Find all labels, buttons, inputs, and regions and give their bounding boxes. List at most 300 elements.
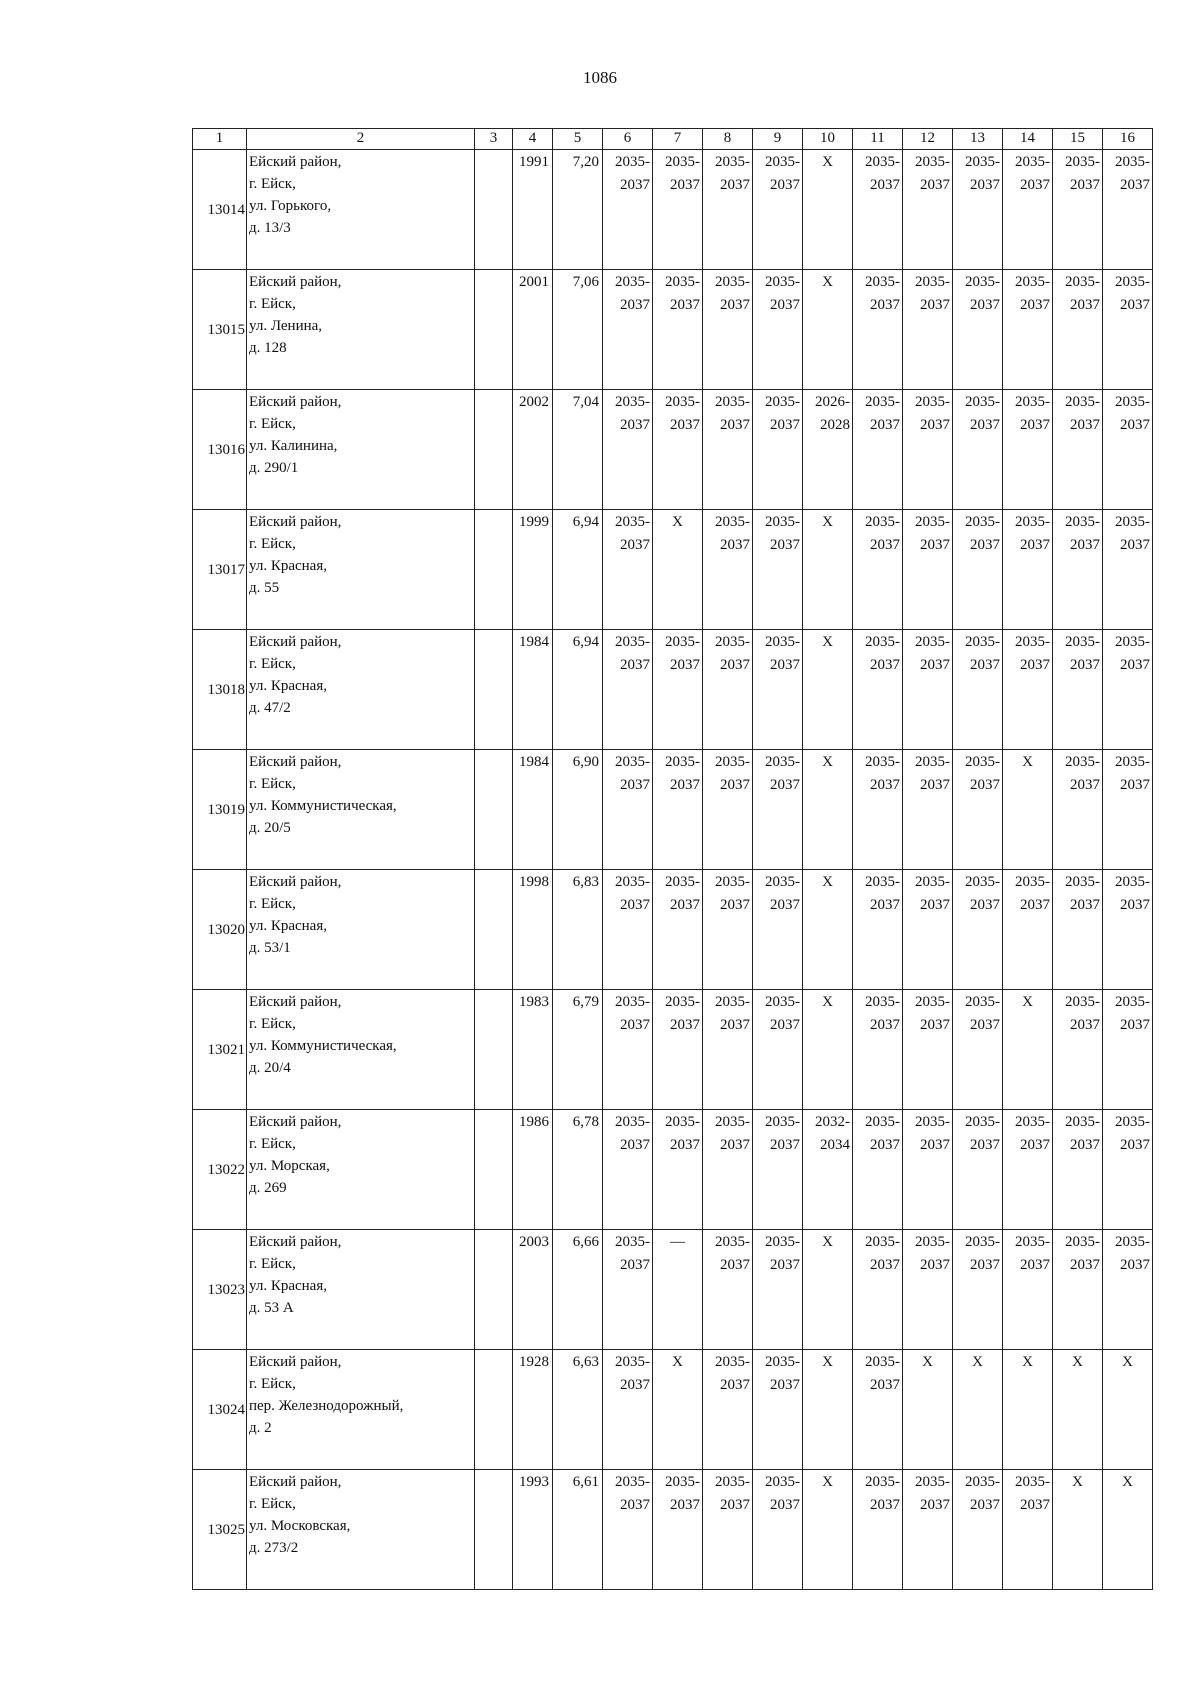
mark-cell: X	[803, 630, 853, 750]
mark-cell: X	[1103, 1350, 1153, 1470]
period-line: 2037	[870, 777, 900, 793]
period-line: 2035-	[615, 1474, 650, 1490]
period-line: 2035-	[665, 1114, 700, 1130]
column-header-10: 10	[803, 129, 853, 150]
period-line: 2035-	[915, 754, 950, 770]
mark-cell: X	[1103, 1470, 1153, 1590]
period-line: 2035-	[1115, 1114, 1150, 1130]
period-line: 2037	[920, 1017, 950, 1033]
column-header-4: 4	[513, 129, 553, 150]
period-line: 2035-	[1115, 994, 1150, 1010]
mark-cell: X	[803, 1230, 853, 1350]
column-header-3: 3	[475, 129, 513, 150]
period-line: 2037	[770, 297, 800, 313]
column-3-cell	[475, 150, 513, 270]
column-header-15: 15	[1053, 129, 1103, 150]
period-line: 2035-	[965, 994, 1000, 1010]
period-cell	[853, 1470, 903, 1590]
period-line: 2037	[620, 777, 650, 793]
period-line: 2037	[620, 1137, 650, 1153]
address-line: Ейский район,	[249, 1474, 342, 1490]
mark-cell: X	[803, 990, 853, 1110]
period-line: 2037	[1070, 1257, 1100, 1273]
period-cell	[753, 150, 803, 270]
period-line: 2037	[720, 1377, 750, 1393]
period-line: 2035-	[915, 394, 950, 410]
period-line: 2035-	[615, 994, 650, 1010]
period-line: 2035-	[865, 634, 900, 650]
period-line: 2035-	[615, 154, 650, 170]
column-3-cell	[475, 270, 513, 390]
mark-cell: X	[803, 510, 853, 630]
address-cell	[247, 270, 475, 390]
period-cell	[1053, 390, 1103, 510]
period-line: 2035-	[915, 274, 950, 290]
period-line: 2035-	[615, 514, 650, 530]
period-line: 2035-	[865, 994, 900, 1010]
period-line: 2035-	[865, 1474, 900, 1490]
value-cell: 6,66	[553, 1230, 603, 1350]
period-cell	[603, 750, 653, 870]
period-cell	[1003, 870, 1053, 990]
period-cell	[603, 270, 653, 390]
period-cell	[1053, 990, 1103, 1110]
row-number: 13023	[193, 1230, 247, 1350]
period-line: 2037	[720, 417, 750, 433]
period-cell	[903, 990, 953, 1110]
table-row	[193, 1110, 1153, 1230]
row-number: 13018	[193, 630, 247, 750]
period-cell	[953, 390, 1003, 510]
address-line: Ейский район,	[249, 1234, 342, 1250]
table-row	[193, 1470, 1153, 1590]
period-line: 2037	[870, 657, 900, 673]
period-line: 2037	[1020, 1497, 1050, 1513]
period-line: 2037	[920, 1137, 950, 1153]
period-line: 2037	[970, 537, 1000, 553]
mark-cell: X	[1003, 750, 1053, 870]
period-line: 2037	[1120, 657, 1150, 673]
period-line: 2035-	[765, 154, 800, 170]
period-line: 2037	[670, 657, 700, 673]
period-cell	[953, 990, 1003, 1110]
value-cell: 7,20	[553, 150, 603, 270]
period-line: 2037	[1120, 1017, 1150, 1033]
column-header-6: 6	[603, 129, 653, 150]
period-line: 2035-	[1065, 1234, 1100, 1250]
period-line: 2035-	[765, 874, 800, 890]
value-cell: 6,83	[553, 870, 603, 990]
period-line: 2035-	[1115, 154, 1150, 170]
address-line: Ейский район,	[249, 634, 342, 650]
period-line: 2035-	[915, 1474, 950, 1490]
period-line: 2037	[1120, 1257, 1150, 1273]
period-line: 2035-	[715, 394, 750, 410]
value-cell: 6,94	[553, 630, 603, 750]
period-cell	[753, 750, 803, 870]
period-cell	[603, 1470, 653, 1590]
period-line: 2037	[1070, 1017, 1100, 1033]
period-line: 2037	[620, 1497, 650, 1513]
period-line: 2037	[970, 1257, 1000, 1273]
period-cell	[753, 1230, 803, 1350]
period-line: 2035-	[915, 1234, 950, 1250]
period-line: 2037	[1120, 1137, 1150, 1153]
year-cell: 1993	[513, 1470, 553, 1590]
row-number: 13016	[193, 390, 247, 510]
period-line: 2035-	[915, 874, 950, 890]
period-cell	[853, 630, 903, 750]
period-cell	[953, 1470, 1003, 1590]
period-line: 2035-	[765, 1474, 800, 1490]
mark-cell: —	[653, 1230, 703, 1350]
period-cell	[1103, 750, 1153, 870]
period-line: 2035-	[1065, 274, 1100, 290]
address-line: Ейский район,	[249, 1354, 342, 1370]
address-line: г. Ейск,	[249, 536, 296, 552]
period-cell	[753, 510, 803, 630]
period-line: 2035-	[1015, 1474, 1050, 1490]
period-line: 2037	[720, 177, 750, 193]
period-line: 2035-	[915, 514, 950, 530]
address-cell	[247, 1110, 475, 1230]
period-line: 2035-	[1065, 394, 1100, 410]
period-line: 2028	[820, 417, 850, 433]
period-cell	[703, 510, 753, 630]
mark-cell: X	[653, 1350, 703, 1470]
address-line: ул. Красная,	[249, 918, 327, 934]
address-cell	[247, 150, 475, 270]
period-line: 2037	[920, 177, 950, 193]
register-table	[192, 128, 1153, 1590]
period-line: 2035-	[1015, 154, 1050, 170]
period-line: 2035-	[1115, 874, 1150, 890]
table-row	[193, 270, 1153, 390]
row-number: 13025	[193, 1470, 247, 1590]
period-line: 2037	[970, 417, 1000, 433]
period-cell	[653, 750, 703, 870]
period-line: 2035-	[715, 994, 750, 1010]
period-cell	[1003, 1110, 1053, 1230]
period-cell	[853, 270, 903, 390]
period-line: 2037	[720, 1137, 750, 1153]
period-line: 2037	[620, 1017, 650, 1033]
value-cell: 6,94	[553, 510, 603, 630]
period-line: 2035-	[1115, 754, 1150, 770]
period-line: 2037	[870, 297, 900, 313]
period-cell	[703, 750, 753, 870]
period-line: 2035-	[615, 754, 650, 770]
period-line: 2035-	[665, 874, 700, 890]
period-line: 2035-	[1015, 514, 1050, 530]
period-cell	[903, 1230, 953, 1350]
period-line: 2035-	[765, 394, 800, 410]
period-line: 2037	[770, 1017, 800, 1033]
page-number: 1086	[583, 68, 617, 87]
period-line: 2035-	[965, 394, 1000, 410]
period-line: 2035-	[665, 754, 700, 770]
period-line: 2037	[920, 1497, 950, 1513]
period-line: 2035-	[915, 634, 950, 650]
period-line: 2037	[670, 417, 700, 433]
period-line: 2035-	[1015, 874, 1050, 890]
period-cell	[1103, 990, 1153, 1110]
period-cell	[603, 390, 653, 510]
period-line: 2037	[970, 1137, 1000, 1153]
year-cell: 1999	[513, 510, 553, 630]
period-line: 2035-	[615, 274, 650, 290]
period-cell	[903, 390, 953, 510]
year-cell: 1928	[513, 1350, 553, 1470]
period-line: 2035-	[665, 154, 700, 170]
period-line: 2037	[1070, 777, 1100, 793]
mark-cell: X	[803, 1470, 853, 1590]
year-cell: 2002	[513, 390, 553, 510]
period-cell	[1103, 270, 1153, 390]
period-line: 2035-	[1015, 274, 1050, 290]
address-line: г. Ейск,	[249, 656, 296, 672]
table-row	[193, 750, 1153, 870]
table-row	[193, 510, 1153, 630]
period-cell	[953, 630, 1003, 750]
row-number: 13019	[193, 750, 247, 870]
period-cell	[703, 1350, 753, 1470]
address-cell	[247, 630, 475, 750]
mark-cell: X	[1053, 1350, 1103, 1470]
period-line: 2035-	[615, 1114, 650, 1130]
period-line: 2035-	[965, 1474, 1000, 1490]
period-line: 2037	[720, 657, 750, 673]
period-cell	[903, 1110, 953, 1230]
period-cell	[803, 1110, 853, 1230]
address-line: Ейский район,	[249, 1114, 342, 1130]
period-line: 2037	[1120, 537, 1150, 553]
row-number: 13014	[193, 150, 247, 270]
period-line: 2037	[620, 657, 650, 673]
column-3-cell	[475, 390, 513, 510]
row-number: 13017	[193, 510, 247, 630]
column-3-cell	[475, 870, 513, 990]
period-line: 2037	[970, 177, 1000, 193]
period-cell	[603, 510, 653, 630]
period-line: 2037	[770, 1257, 800, 1273]
period-line: 2037	[1120, 897, 1150, 913]
table-row	[193, 630, 1153, 750]
row-number: 13024	[193, 1350, 247, 1470]
period-line: 2037	[770, 657, 800, 673]
address-line: ул. Красная,	[249, 1278, 327, 1294]
period-cell	[1103, 390, 1153, 510]
period-cell	[603, 870, 653, 990]
period-line: 2037	[1120, 417, 1150, 433]
period-line: 2037	[770, 1377, 800, 1393]
period-cell	[703, 990, 753, 1110]
period-line: 2035-	[1065, 1114, 1100, 1130]
period-line: 2037	[770, 897, 800, 913]
period-line: 2037	[1070, 417, 1100, 433]
period-line: 2037	[920, 297, 950, 313]
period-line: 2037	[770, 777, 800, 793]
address-line: г. Ейск,	[249, 776, 296, 792]
period-line: 2035-	[765, 514, 800, 530]
period-cell	[953, 1230, 1003, 1350]
column-header-8: 8	[703, 129, 753, 150]
period-cell	[1103, 1230, 1153, 1350]
period-line: 2037	[1070, 1137, 1100, 1153]
mark-cell: X	[1003, 990, 1053, 1110]
year-cell: 2003	[513, 1230, 553, 1350]
period-line: 2037	[770, 417, 800, 433]
period-line: 2037	[620, 177, 650, 193]
period-cell	[603, 150, 653, 270]
period-line: 2035-	[965, 754, 1000, 770]
table-row	[193, 1350, 1153, 1470]
column-header-9: 9	[753, 129, 803, 150]
period-line: 2035-	[1065, 874, 1100, 890]
address-cell	[247, 990, 475, 1110]
period-line: 2035-	[1065, 754, 1100, 770]
period-line: 2035-	[715, 634, 750, 650]
table-row	[193, 150, 1153, 270]
period-cell	[1053, 870, 1103, 990]
period-line: 2035-	[765, 1234, 800, 1250]
period-line: 2037	[920, 657, 950, 673]
period-line: 2037	[720, 537, 750, 553]
period-cell	[853, 1110, 903, 1230]
period-cell	[903, 510, 953, 630]
period-cell	[953, 1110, 1003, 1230]
address-line: ул. Калинина,	[249, 438, 338, 454]
period-line: 2035-	[915, 154, 950, 170]
address-line: Ейский район,	[249, 874, 342, 890]
period-line: 2035-	[715, 1114, 750, 1130]
column-header-1: 1	[193, 129, 247, 150]
value-cell: 7,06	[553, 270, 603, 390]
period-line: 2035-	[865, 394, 900, 410]
column-3-cell	[475, 750, 513, 870]
address-line: ул. Коммунистическая,	[249, 1038, 397, 1054]
column-header-12: 12	[903, 129, 953, 150]
period-line: 2035-	[715, 154, 750, 170]
period-line: 2035-	[1065, 154, 1100, 170]
period-line: 2035-	[1115, 274, 1150, 290]
period-line: 2037	[770, 1137, 800, 1153]
period-line: 2037	[1020, 297, 1050, 313]
period-cell	[653, 150, 703, 270]
address-cell	[247, 1470, 475, 1590]
period-line: 2037	[870, 537, 900, 553]
address-line: г. Ейск,	[249, 1136, 296, 1152]
period-line: 2035-	[865, 154, 900, 170]
column-3-cell	[475, 510, 513, 630]
address-line: ул. Коммунистическая,	[249, 798, 397, 814]
period-line: 2037	[1020, 537, 1050, 553]
value-cell: 6,90	[553, 750, 603, 870]
period-cell	[653, 1470, 703, 1590]
period-cell	[953, 270, 1003, 390]
column-header-14: 14	[1003, 129, 1053, 150]
period-line: 2035-	[865, 1114, 900, 1130]
period-line: 2035-	[965, 154, 1000, 170]
period-line: 2037	[970, 777, 1000, 793]
period-cell	[853, 1230, 903, 1350]
period-cell	[603, 990, 653, 1110]
mark-cell: X	[903, 1350, 953, 1470]
period-line: 2037	[720, 897, 750, 913]
period-cell	[753, 630, 803, 750]
column-3-cell	[475, 1350, 513, 1470]
period-cell	[653, 870, 703, 990]
year-cell: 1983	[513, 990, 553, 1110]
row-number: 13021	[193, 990, 247, 1110]
address-line: д. 53/1	[249, 940, 291, 956]
mark-cell: X	[1053, 1470, 1103, 1590]
period-cell	[1103, 1110, 1153, 1230]
period-cell	[853, 390, 903, 510]
period-cell	[653, 270, 703, 390]
address-line: ул. Морская,	[249, 1158, 330, 1174]
year-cell: 1998	[513, 870, 553, 990]
period-line: 2037	[870, 1017, 900, 1033]
period-cell	[1053, 270, 1103, 390]
mark-cell: X	[803, 1350, 853, 1470]
period-line: 2037	[670, 897, 700, 913]
period-cell	[1103, 630, 1153, 750]
address-line: Ейский район,	[249, 994, 342, 1010]
period-cell	[1053, 150, 1103, 270]
period-line: 2037	[770, 537, 800, 553]
period-line: 2037	[1020, 1257, 1050, 1273]
period-cell	[653, 990, 703, 1110]
period-line: 2037	[870, 1257, 900, 1273]
period-line: 2035-	[1015, 394, 1050, 410]
period-line: 2037	[670, 1017, 700, 1033]
period-line: 2037	[920, 897, 950, 913]
address-line: д. 128	[249, 340, 287, 356]
address-cell	[247, 1230, 475, 1350]
period-cell	[603, 1230, 653, 1350]
period-cell	[653, 390, 703, 510]
period-line: 2037	[970, 297, 1000, 313]
period-cell	[653, 630, 703, 750]
address-line: ул. Горького,	[249, 198, 332, 214]
row-number: 13015	[193, 270, 247, 390]
address-line: Ейский район,	[249, 754, 342, 770]
period-line: 2035-	[765, 994, 800, 1010]
period-line: 2035-	[765, 274, 800, 290]
period-cell	[753, 1350, 803, 1470]
period-cell	[753, 1470, 803, 1590]
period-line: 2035-	[1115, 514, 1150, 530]
period-cell	[1053, 750, 1103, 870]
period-cell	[903, 630, 953, 750]
period-line: 2035-	[615, 634, 650, 650]
address-line: д. 13/3	[249, 220, 291, 236]
period-line: 2035-	[715, 754, 750, 770]
period-cell	[903, 750, 953, 870]
address-line: д. 55	[249, 580, 280, 596]
period-line: 2035-	[965, 1234, 1000, 1250]
period-line: 2035-	[715, 1234, 750, 1250]
period-cell	[903, 270, 953, 390]
period-line: 2037	[1020, 177, 1050, 193]
period-line: 2035-	[865, 754, 900, 770]
period-line: 2037	[620, 1377, 650, 1393]
address-line: д. 47/2	[249, 700, 291, 716]
period-cell	[803, 390, 853, 510]
column-header-7: 7	[653, 129, 703, 150]
value-cell: 7,04	[553, 390, 603, 510]
